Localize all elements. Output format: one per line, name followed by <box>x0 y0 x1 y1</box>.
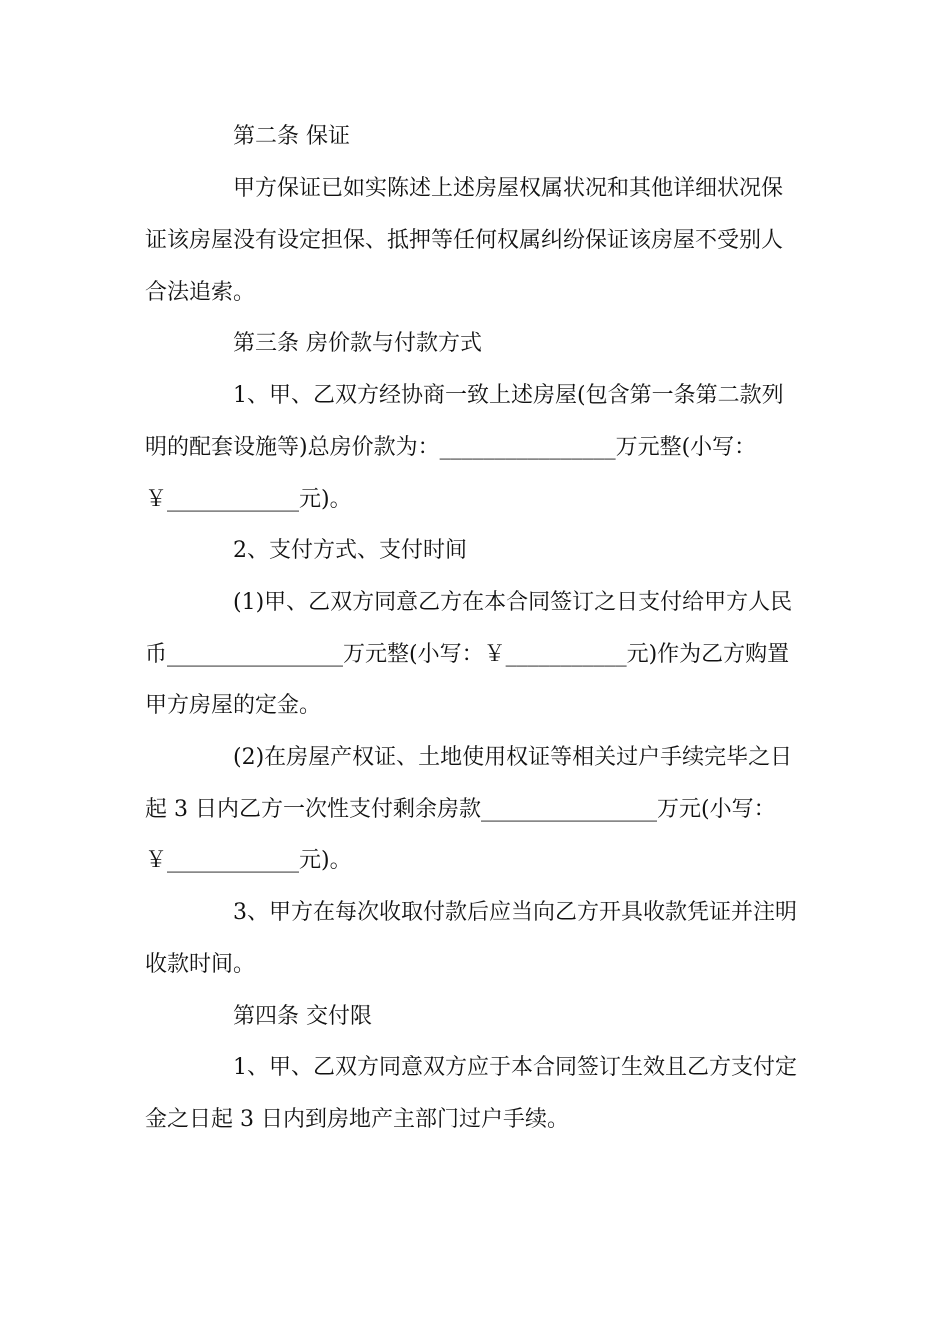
paragraph-line: 金之日起 3 日内到房地产主部门过户手续。 <box>145 1107 569 1132</box>
paragraph-line: (2)在房屋产权证、土地使用权证等相关过户手续完毕之日 <box>233 745 793 770</box>
article-3-heading: 第三条 房价款与付款方式 <box>233 331 482 356</box>
paragraph-line: 1、甲、乙双方同意双方应于本合同签订生效且乙方支付定 <box>233 1055 797 1080</box>
paragraph-line: 收款时间。 <box>145 952 256 977</box>
paragraph-line: 甲方保证已如实陈述上述房屋权属状况和其他详细状况保 <box>233 176 784 201</box>
paragraph-line: ￥____________元)。 <box>145 848 352 873</box>
paragraph-line: 2、支付方式、支付时间 <box>233 538 467 563</box>
paragraph-line: 起 3 日内乙方一次性支付剩余房款________________万元(小写： <box>145 797 776 822</box>
paragraph-line: (1)甲、乙双方同意乙方在本合同签订之日支付给甲方人民 <box>233 590 793 615</box>
paragraph-line: 明的配套设施等)总房价款为：________________万元整(小写： <box>145 435 757 460</box>
paragraph-line: 3、甲方在每次收取付款后应当向乙方开具收款凭证并注明 <box>233 900 797 925</box>
paragraph-line: 甲方房屋的定金。 <box>145 693 322 718</box>
paragraph-line: ￥____________元)。 <box>145 487 352 512</box>
paragraph-line: 币________________万元整(小写：￥___________元)作为乙方购置 <box>145 642 790 667</box>
article-4-heading: 第四条 交付限 <box>233 1004 372 1029</box>
paragraph-line: 合法追索。 <box>145 280 256 305</box>
paragraph-line: 证该房屋没有设定担保、抵押等任何权属纠纷保证该房屋不受别人 <box>145 228 784 253</box>
article-2-heading: 第二条 保证 <box>233 124 350 149</box>
paragraph-line: 1、甲、乙双方经协商一致上述房屋(包含第一条第二款列 <box>233 383 784 408</box>
